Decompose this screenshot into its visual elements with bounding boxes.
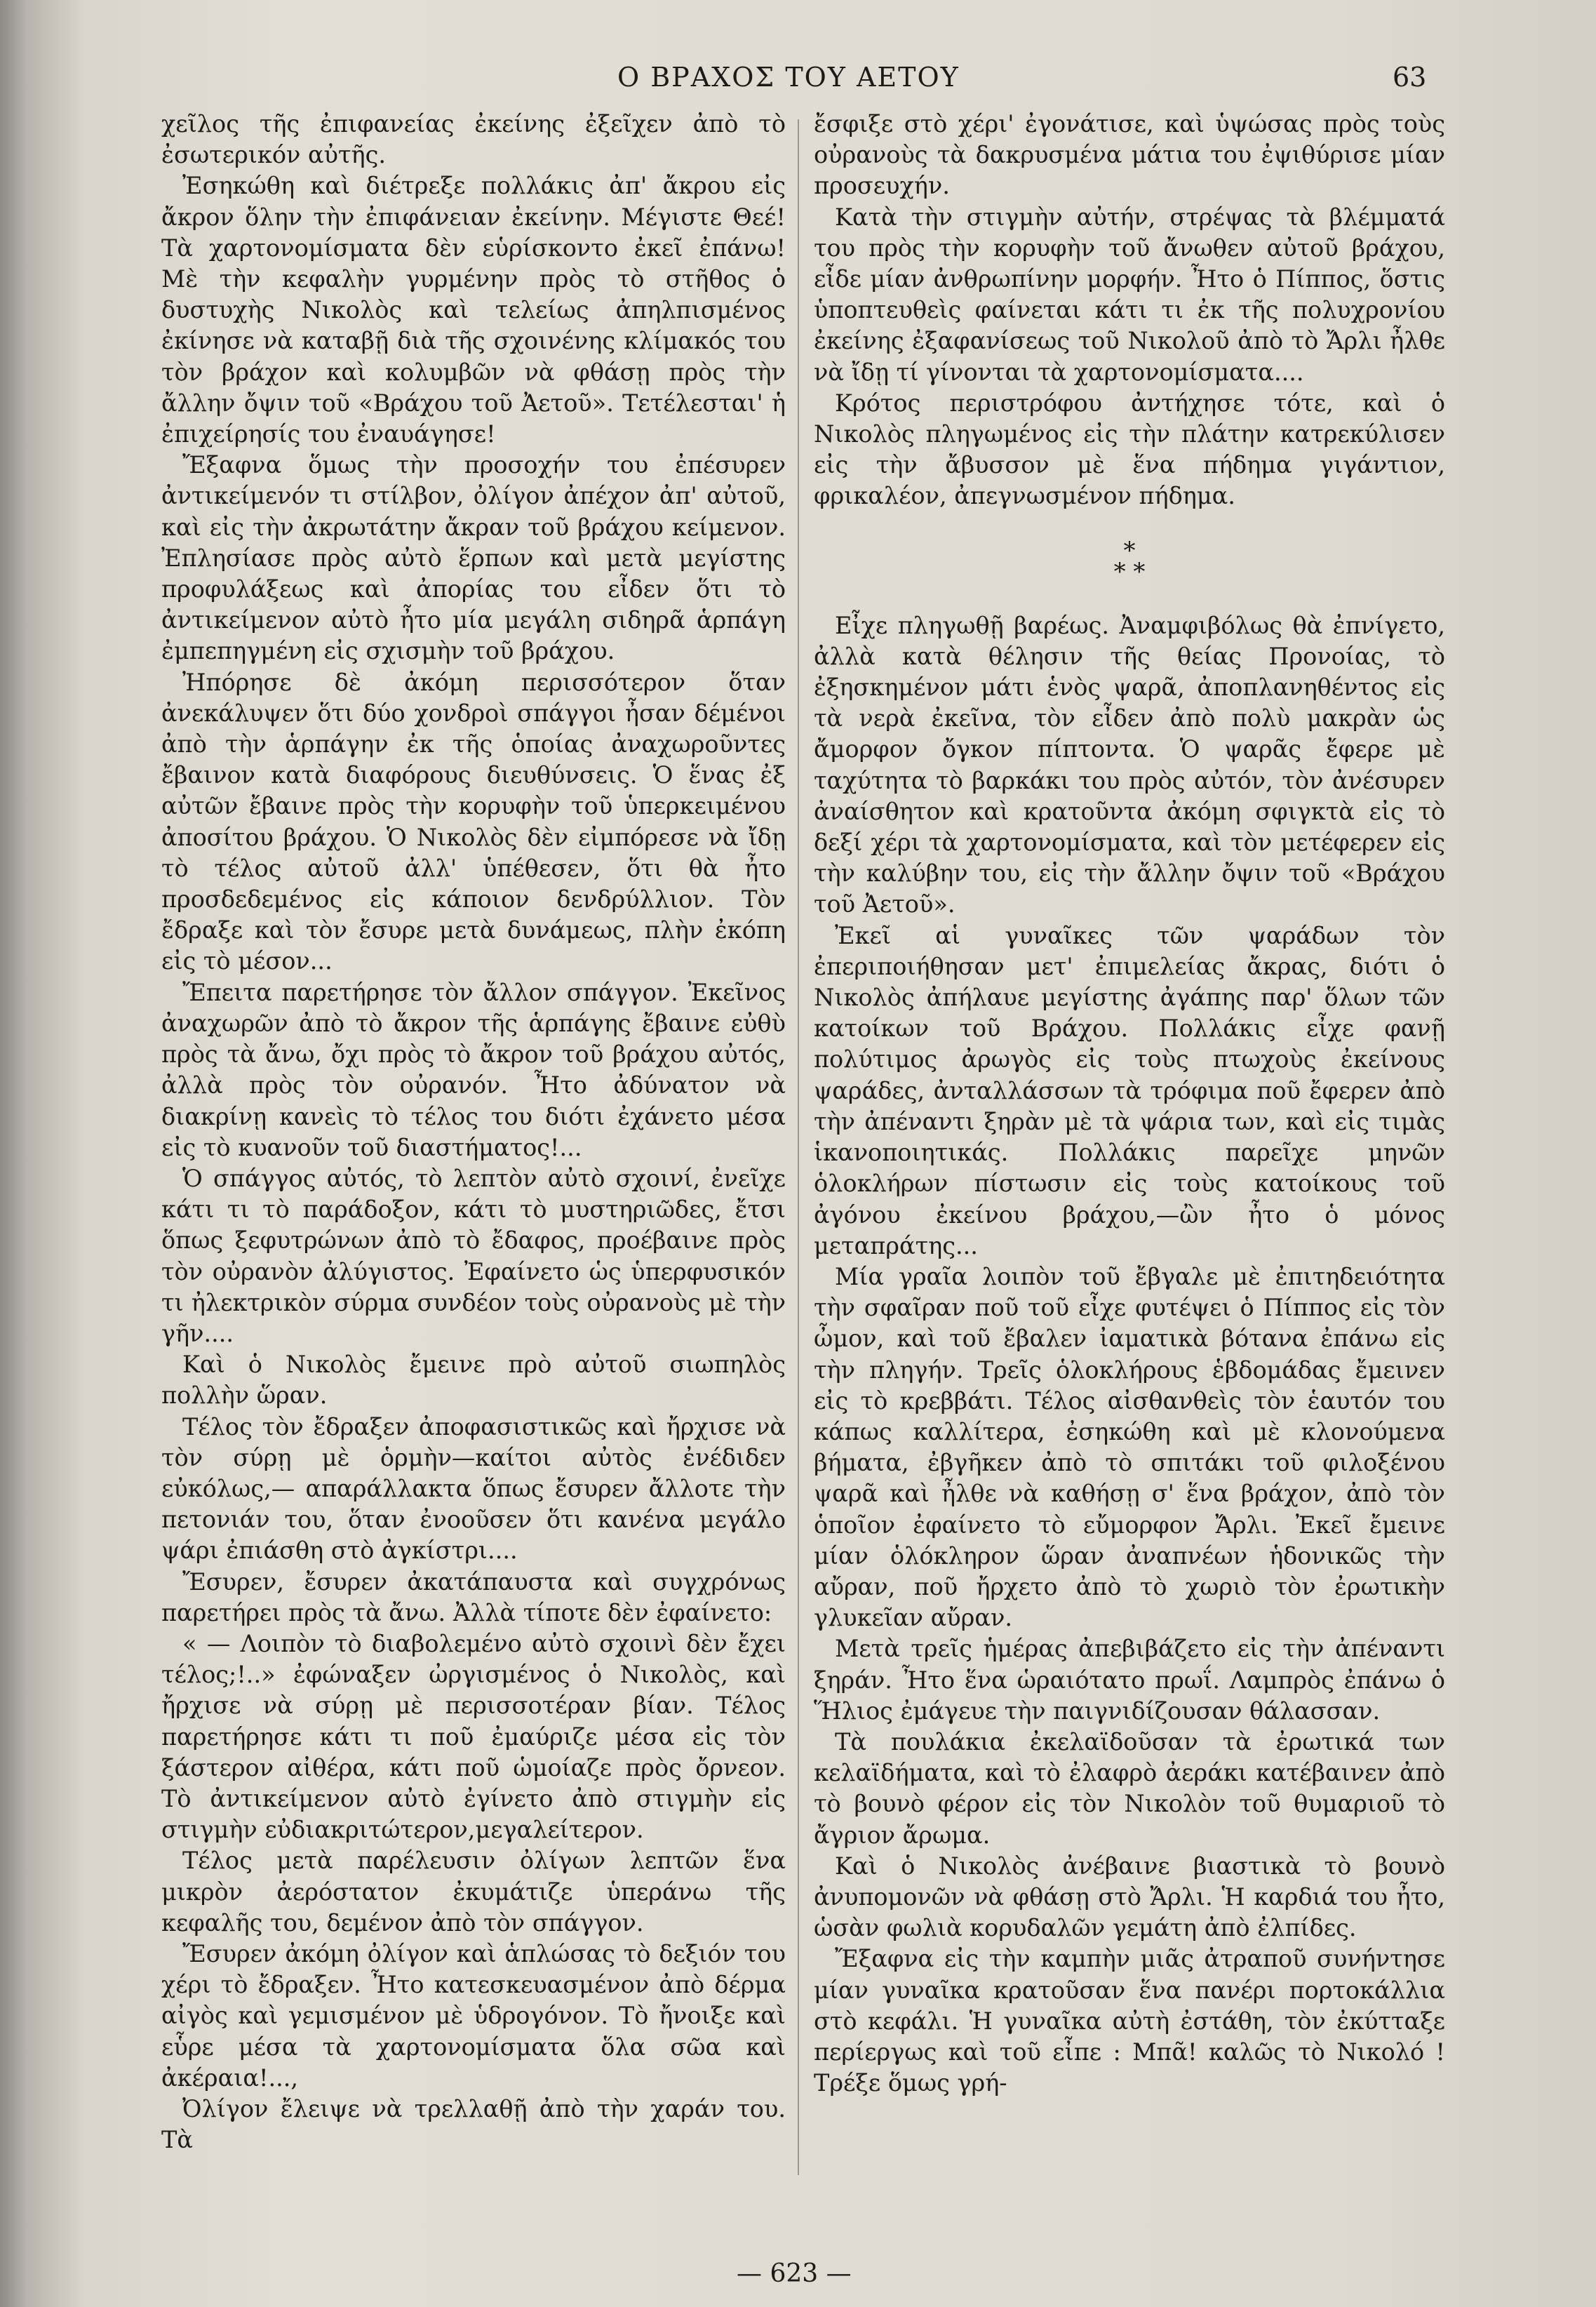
- paragraph: Ὁ σπάγγος αὐτός, τὸ λεπτὸν αὐτὸ σχοινί, ἐνεῖχε κάτι τι τὸ παράδοξον, κάτι τὸ μυστηριῶδες, ἔτσι ὅπως ξεφυτρώνων ἀπὸ τὸ ἔδαφος, προέβαινε πρὸς τὸν οὐρανὸν ἀλύγιστος. Ἐφαίνετο ὡς ὑπερφυσικόν τι ἠλεκτρικὸν σύρμα συνδέον τοὺς οὐρανοὺς μὲ τὴν γῆν....: [161, 1164, 786, 1347]
- paragraph: Καὶ ὁ Νικολὸς ἀνέβαινε βιαστικὰ τὸ βουνὸ ἀνυπομονῶν νὰ φθάσῃ στὸ Ἄρλι. Ἡ καρδιά του ἦτο, ὡσὰν φωλιὰ κορυδαλῶν γεμάτη ἀπὸ ἐλπίδες.: [814, 1852, 1445, 1942]
- running-title: Ο ΒΡΑΧΟΣ ΤΟΥ ΑΕΤΟΥ: [617, 62, 960, 93]
- paragraph: Τέλος μετὰ παρέλευσιν ὀλίγων λεπτῶν ἕνα μικρὸν ἀερόστατον ἐκυμάτιζε ὑπεράνω τῆς κεφαλῆς του, δεμένον ἀπὸ τὸν σπάγγον.: [161, 1847, 786, 1937]
- paragraph: Ἔσυρεν ἀκόμη ὀλίγον καὶ ἁπλώσας τὸ δεξιόν του χέρι τὸ ἔδραξεν. Ἦτο κατεσκευασμένον ἀπὸ δέρμα αἰγὸς καὶ γεμισμένον μὲ ὑδρογόνον. Τὸ ἤνοιξε καὶ εὗρε μέσα τὰ χαρτονομίσματα ὅλα σῶα καὶ ἀκέραια!...,: [161, 1939, 786, 2092]
- paragraph: Καὶ ὁ Νικολὸς ἔμεινε πρὸ αὐτοῦ σιωπηλὸς πολλὴν ὥραν.: [161, 1351, 786, 1410]
- paragraph: Τέλος τὸν ἔδραξεν ἀποφασιστικῶς καὶ ἤρχισε νὰ τὸν σύρῃ μὲ ὁρμὴν—καίτοι αὐτὸς ἐνέδιδεν εὐκόλως,— απαράλλακτα ὅπως ἔσυρεν ἄλλοτε τὴν πετονιάν του, ὅταν ἐνοοῦσεν ὅτι κανένα μεγάλο ψάρι ἐπιάσθη στὸ ἀγκίστρι....: [161, 1412, 786, 1565]
- paragraph: Ἔξαφνα εἰς τὴν καμπὴν μιᾶς ἀτραποῦ συνήντησε μίαν γυναῖκα κρατοῦσαν ἕνα πανέρι πορτοκάλλια στὸ κεφάλι. Ἡ γυναῖκα αὐτὴ ἐστάθη, τὸν ἐκύτταξε περίεργως καὶ τοῦ εἶπε : Μπᾶ! καλῶς τὸ Νικολό ! Τρέξε ὅμως γρή-: [814, 1945, 1445, 2097]
- paragraph: Ἔπειτα παρετήρησε τὸν ἄλλον σπάγγον. Ἐκεῖνος ἀναχωρῶν ἀπὸ τὸ ἄκρον τῆς ἁρπάγης ἔβαινε εὐθὺ πρὸς τὰ ἄνω, ὄχι πρὸς τὸ ἄκρον τοῦ βράχου αὐτός, ἀλλὰ πρὸς τὸν οὐρανόν. Ἦτο ἀδύνατον νὰ διακρίνῃ κανεὶς τὸ τέλος του διότι ἐχάνετο μέσα εἰς τὸ κυανοῦν τοῦ διαστήματος!...: [161, 978, 786, 1161]
- section-break: [814, 536, 1445, 586]
- section-break-top: *: [1123, 536, 1136, 565]
- paragraph: ἔσφιξε στὸ χέρι' ἐγονάτισε, καὶ ὑψώσας πρὸς τοὺς οὐρανοὺς τὰ δακρυσμένα μάτια του ἐψιθύρισε μίαν προσευχήν.: [814, 110, 1445, 200]
- page-number: 63: [1393, 62, 1427, 93]
- paragraph: Κρότος περιστρόφου ἀντήχησε τότε, καὶ ὁ Νικολὸς πληγωμένος εἰς τὴν πλάτην κατρεκύλισεν εἰς τὴν ἄβυσσον μὲ ἕνα πήδημα γιγάντιον, φρικαλέον, ἀπεγνωσμένον πήδημα.: [814, 389, 1445, 510]
- page-header: [0, 62, 1596, 104]
- paragraph: Κατὰ τὴν στιγμὴν αὐτήν, στρέψας τὰ βλέμματά του πρὸς τὴν κορυφὴν τοῦ ἄνωθεν αὐτοῦ βράχου, εἶδε μίαν ἀνθρωπίνην μορφήν. Ἦτο ὁ Πίππος, ὅστις ὑποπτευθεὶς φαίνεται κάτι τι ἐκ τῆς πολυχρονίου ἐκείνης ἐξαφανίσεως τοῦ Νικολοῦ ἀπὸ τὸ Ἄρλι ἦλθε νὰ ἴδῃ τί γίνονται τὰ χαρτονομίσματα....: [814, 203, 1445, 386]
- paragraph: Μετὰ τρεῖς ἡμέρας ἀπεβιβάζετο εἰς τὴν ἀπέναντι ξηράν. Ἦτο ἕνα ὡραιότατο πρωΐ. Λαμπρὸς ἐπάνω ὁ Ἥλιος ἐμάγευε τὴν παιγνιδίζουσαν θάλασσαν.: [814, 1635, 1445, 1725]
- page-folio: — 623 —: [737, 2259, 852, 2288]
- paragraph: Ἐκεῖ αἱ γυναῖκες τῶν ψαράδων τὸν ἐπεριποιήθησαν μετ' ἐπιμελείας ἄκρας, διότι ὁ Νικολὸς ἀπήλαυε μεγίστης ἀγάπης παρ' ὅλων τῶν κατοίκων τοῦ Βράχου. Πολλάκις εἶχε φανῇ πολύτιμος ἀρωγὸς εἰς τοὺς πτωχοὺς ἐκείνους ψαράδες, ἀνταλλάσσων τὰ τρόφιμα ποῦ ἔφερεν ἀπὸ τὴν ἀπέναντι ξηρὰν μὲ τὰ ψάρια των, καὶ εἰς τιμὰς ἱκανοποιητικάς. Πολλάκις παρεῖχε μηνῶν ὁλοκλήρων πίστωσιν εἰς τοὺς κατοίκους τοῦ ἀγόνου ἐκείνου βράχου,—ὢν ἦτο ὁ μόνος μεταπράτης...: [814, 921, 1445, 1259]
- paragraph: Ἔξαφνα ὅμως τὴν προσοχήν του ἐπέσυρεν ἀντικείμενόν τι στίλβον, ὀλίγον ἀπέχον ἀπ' αὐτοῦ, καὶ εἰς τὴν ἀκρωτάτην ἄκραν τοῦ βράχου κείμενον. Ἐπλησίασε πρὸς αὐτὸ ἕρπων καὶ μετὰ μεγίστης προφυλάξεως καὶ ἀπορίας του εἶδεν ὅτι τὸ ἀντικείμενον αὐτὸ ἦτο μία μεγάλη σιδηρᾶ ἁρπάγη ἐμπεπηγμένη εἰς σχισμὴν τοῦ βράχου.: [161, 451, 786, 665]
- paragraph: Ἔσυρεν, ἔσυρεν ἀκατάπαυστα καὶ συγχρόνως παρετήρει πρὸς τὰ ἄνω. Ἀλλὰ τίποτε δὲν ἐφαίνετο:: [161, 1567, 786, 1626]
- paragraph: Μία γραῖα λοιπὸν τοῦ ἔβγαλε μὲ ἐπιτηδειότητα τὴν σφαῖραν ποῦ τοῦ εἶχε φυτέψει ὁ Πίππος εἰς τὸν ὦμον, καὶ τοῦ ἔβαλεν ἰαματικὰ βότανα ἐπάνω εἰς τὴν πληγήν. Τρεῖς ὁλοκλήρους ἑβδομάδας ἔμεινεν εἰς τὸ κρεββάτι. Τέλος αἰσθανθεὶς τὸν ἑαυτόν του κάπως καλλίτερα, ἐσηκώθη καὶ μὲ κλονούμενα βήματα, ἐβγῆκεν ἀπὸ τὸ σπιτάκι τοῦ φιλοξένου ψαρᾶ καὶ ἦλθε νὰ καθήσῃ σ' ἕνα βράχον, ἀπὸ τὸν ὁποῖον ἐφαίνετο τὸ εὔμορφον Ἄρλι. Ἐκεῖ ἔμεινε μίαν ὁλόκληρον ὥραν ἀναπνέων ἡδονικῶς τὴν αὔραν, ποῦ ἤρχετο ἀπὸ τὸ χωριὸ τὸν ἐρωτικὴν γλυκεῖαν αὔραν.: [814, 1262, 1445, 1632]
- paragraph: χεῖλος τῆς ἐπιφανείας ἐκείνης ἐξεῖχεν ἀπὸ τὸ ἐσωτερικόν αὐτῆς.: [161, 110, 786, 169]
- paragraph: Τὰ πουλάκια ἐκελαϊδοῦσαν τὰ ἐρωτικά των κελαϊδήματα, καὶ τὸ ἐλαφρὸ ἀεράκι κατέβαινεν ἀπὸ τὸ βουνὸ φέρον εἰς τὸν Νικολὸν τοῦ θυμαριοῦ τὸ ἄγριον ἄρωμα.: [814, 1727, 1445, 1849]
- section-break-bottom: * *: [1113, 557, 1146, 586]
- paragraph: Εἶχε πληγωθῇ βαρέως. Ἀναμφιβόλως θὰ ἐπνίγετο, ἀλλὰ κατὰ θέλησιν τῆς θείας Προνοίας, τὸ ἐξησκημένον μάτι ἑνὸς ψαρᾶ, ἀποπλανηθέντος εἰς τὰ νερὰ ἐκεῖνα, τὸν εἶδεν ἀπὸ πολὺ μακρὰν ὡς ἄμορφον ὄγκον πίπτοντα. Ὁ ψαρᾶς ἔφερε μὲ ταχύτητα τὸ βαρκάκι του πρὸς αὐτόν, τὸν ἀνέσυρεν ἀναίσθητον καὶ κρατοῦντα ἀκόμη σφιγκτὰ εἰς τὸ δεξί χέρι τὰ χαρτονομίσματα, καὶ τὸν μετέφερεν εἰς τὴν καλύβην του, εἰς τὴν ἄλλην ὄψιν τοῦ «Βράχου τοῦ Ἀετοῦ».: [814, 611, 1445, 918]
- paragraph: Ὀλίγον ἔλειψε νὰ τρελλαθῇ ἀπὸ τὴν χαράν του. Τὰ: [161, 2095, 786, 2154]
- column-divider: [798, 119, 799, 2175]
- paragraph: Ἠπόρησε δὲ ἀκόμη περισσότερον ὅταν ἀνεκάλυψεν ὅτι δύο χονδροὶ σπάγγοι ἦσαν δέμένοι ἀπὸ τὴν ἁρπάγην ἐκ τῆς ὁποίας ἀναχωροῦντες ἔβαινον κατὰ διαφόρους διευθύνσεις. Ὁ ἕνας ἐξ αὐτῶν ἔβαινε πρὸς τὴν κορυφὴν τοῦ ὑπερκειμένου ἀποσίτου βράχου. Ὁ Νικολὸς δὲν εἰμπόρεσε νὰ ἴδῃ τὸ τέλος αὐτοῦ ἀλλ' ὑπέθεσεν, ὅτι θὰ ἦτο προσδεδεμένος εἰς κάποιον δενδρύλλιον. Τὸν ἔδραξε καὶ τὸν ἔσυρε μετὰ δυνάμεως, πλὴν ἐκόπη εἰς τὸ μέσον...: [161, 668, 786, 975]
- paragraph: « — Λοιπὸν τὸ διαβολεμένο αὐτὸ σχοινὶ δὲν ἔχει τέλος;!..» ἐφώναξεν ὠργισμένος ὁ Νικολὸς, καὶ ἤρχισε νὰ σύρῃ μὲ περισσοτέραν βίαν. Τέλος παρετήρησε κάτι τι ποῦ ἐμαύριζε μέσα εἰς τὸν ξάστερον αἰθέρα, κάτι ποῦ ὡμοίαζε πρὸς ὄρνεον. Τὸ ἀντικείμενον αὐτὸ ἐγίνετο ἀπὸ στιγμὴν εἰς στιγμὴν εὐδιακριτώτερον,μεγαλείτερον.: [161, 1629, 786, 1844]
- left-column: [161, 109, 786, 2155]
- paragraph: Ἐσηκώθη καὶ διέτρεξε πολλάκις ἀπ' ἄκρου εἰς ἄκρον ὅλην τὴν ἐπιφάνειαν ἐκείνην. Μέγιστε Θεέ! Τὰ χαρτονομίσματα δὲν εὑρίσκοντο ἐκεῖ ἐπάνω! Μὲ τὴν κεφαλὴν γυρμένην πρὸς τὸ στῆθος ὁ δυστυχὴς Νικολὸς καὶ τελείως ἀπηλπισμένος ἐκίνησε νὰ καταβῇ διὰ τῆς σχοινένης κλίμακός του τὸν βράχον καὶ κολυμβῶν νὰ φθάσῃ πρὸς τὴν ἄλλην ὄψιν τοῦ «Βράχου τοῦ Ἀετοῦ». Τετέλεσται' ἡ ἐπιχείρησίς του ἐναυάγησε!: [161, 172, 786, 448]
- right-column: [814, 109, 1445, 2099]
